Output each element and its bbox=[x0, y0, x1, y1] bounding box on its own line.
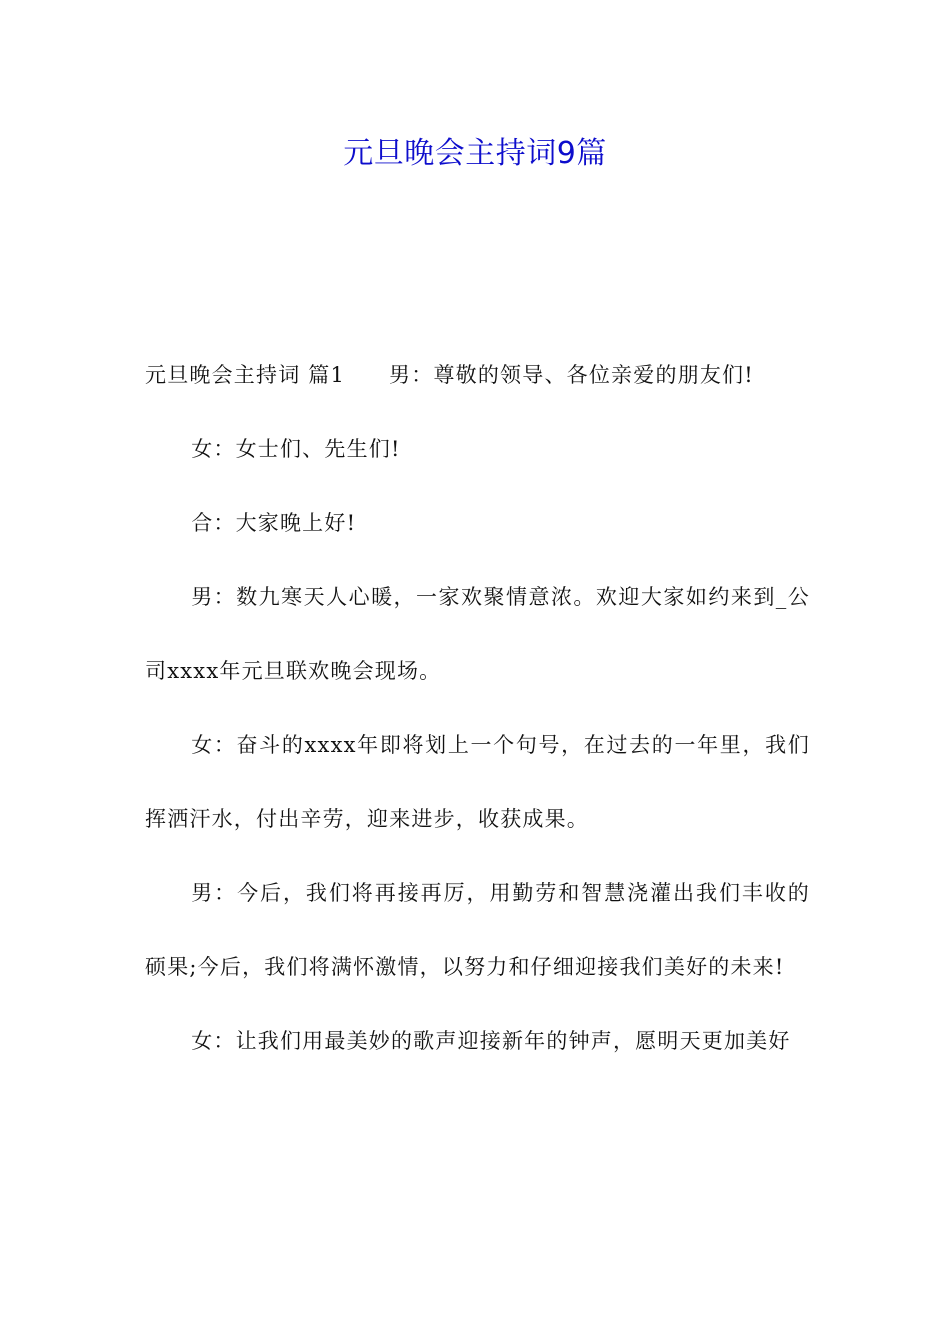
paragraph-5: 女：奋斗的xxxx年即将划上一个句号，在过去的一年里，我们挥洒汗水，付出辛劳，迎来进步，收获成果。 bbox=[145, 733, 810, 831]
paragraph-3: 合：大家晚上好! bbox=[191, 511, 357, 535]
paragraph-7: 女：让我们用最美妙的歌声迎接新年的钟声，愿明天更加美好 bbox=[191, 1029, 791, 1053]
document-title: 元旦晚会主持词9篇 bbox=[343, 136, 607, 171]
paragraph-6: 男：今后，我们将再接再厉，用勤劳和智慧浇灌出我们丰收的硕果;今后，我们将满怀激情，以努力和仔细迎接我们美好的未来! bbox=[145, 881, 810, 979]
paragraph-1 bbox=[145, 338, 810, 412]
section-heading: 元旦晚会主持词 篇1 bbox=[145, 363, 346, 387]
paragraph-text: 男：尊敬的领导、各位亲爱的朋友们! bbox=[389, 363, 754, 387]
paragraph-4: 男：数九寒天人心暖，一家欢聚情意浓。欢迎大家如约来到_公司xxxx年元旦联欢晚会现场。 bbox=[145, 585, 810, 683]
paragraph-2: 女：女士们、先生们! bbox=[191, 437, 401, 461]
document-body bbox=[145, 338, 810, 1078]
